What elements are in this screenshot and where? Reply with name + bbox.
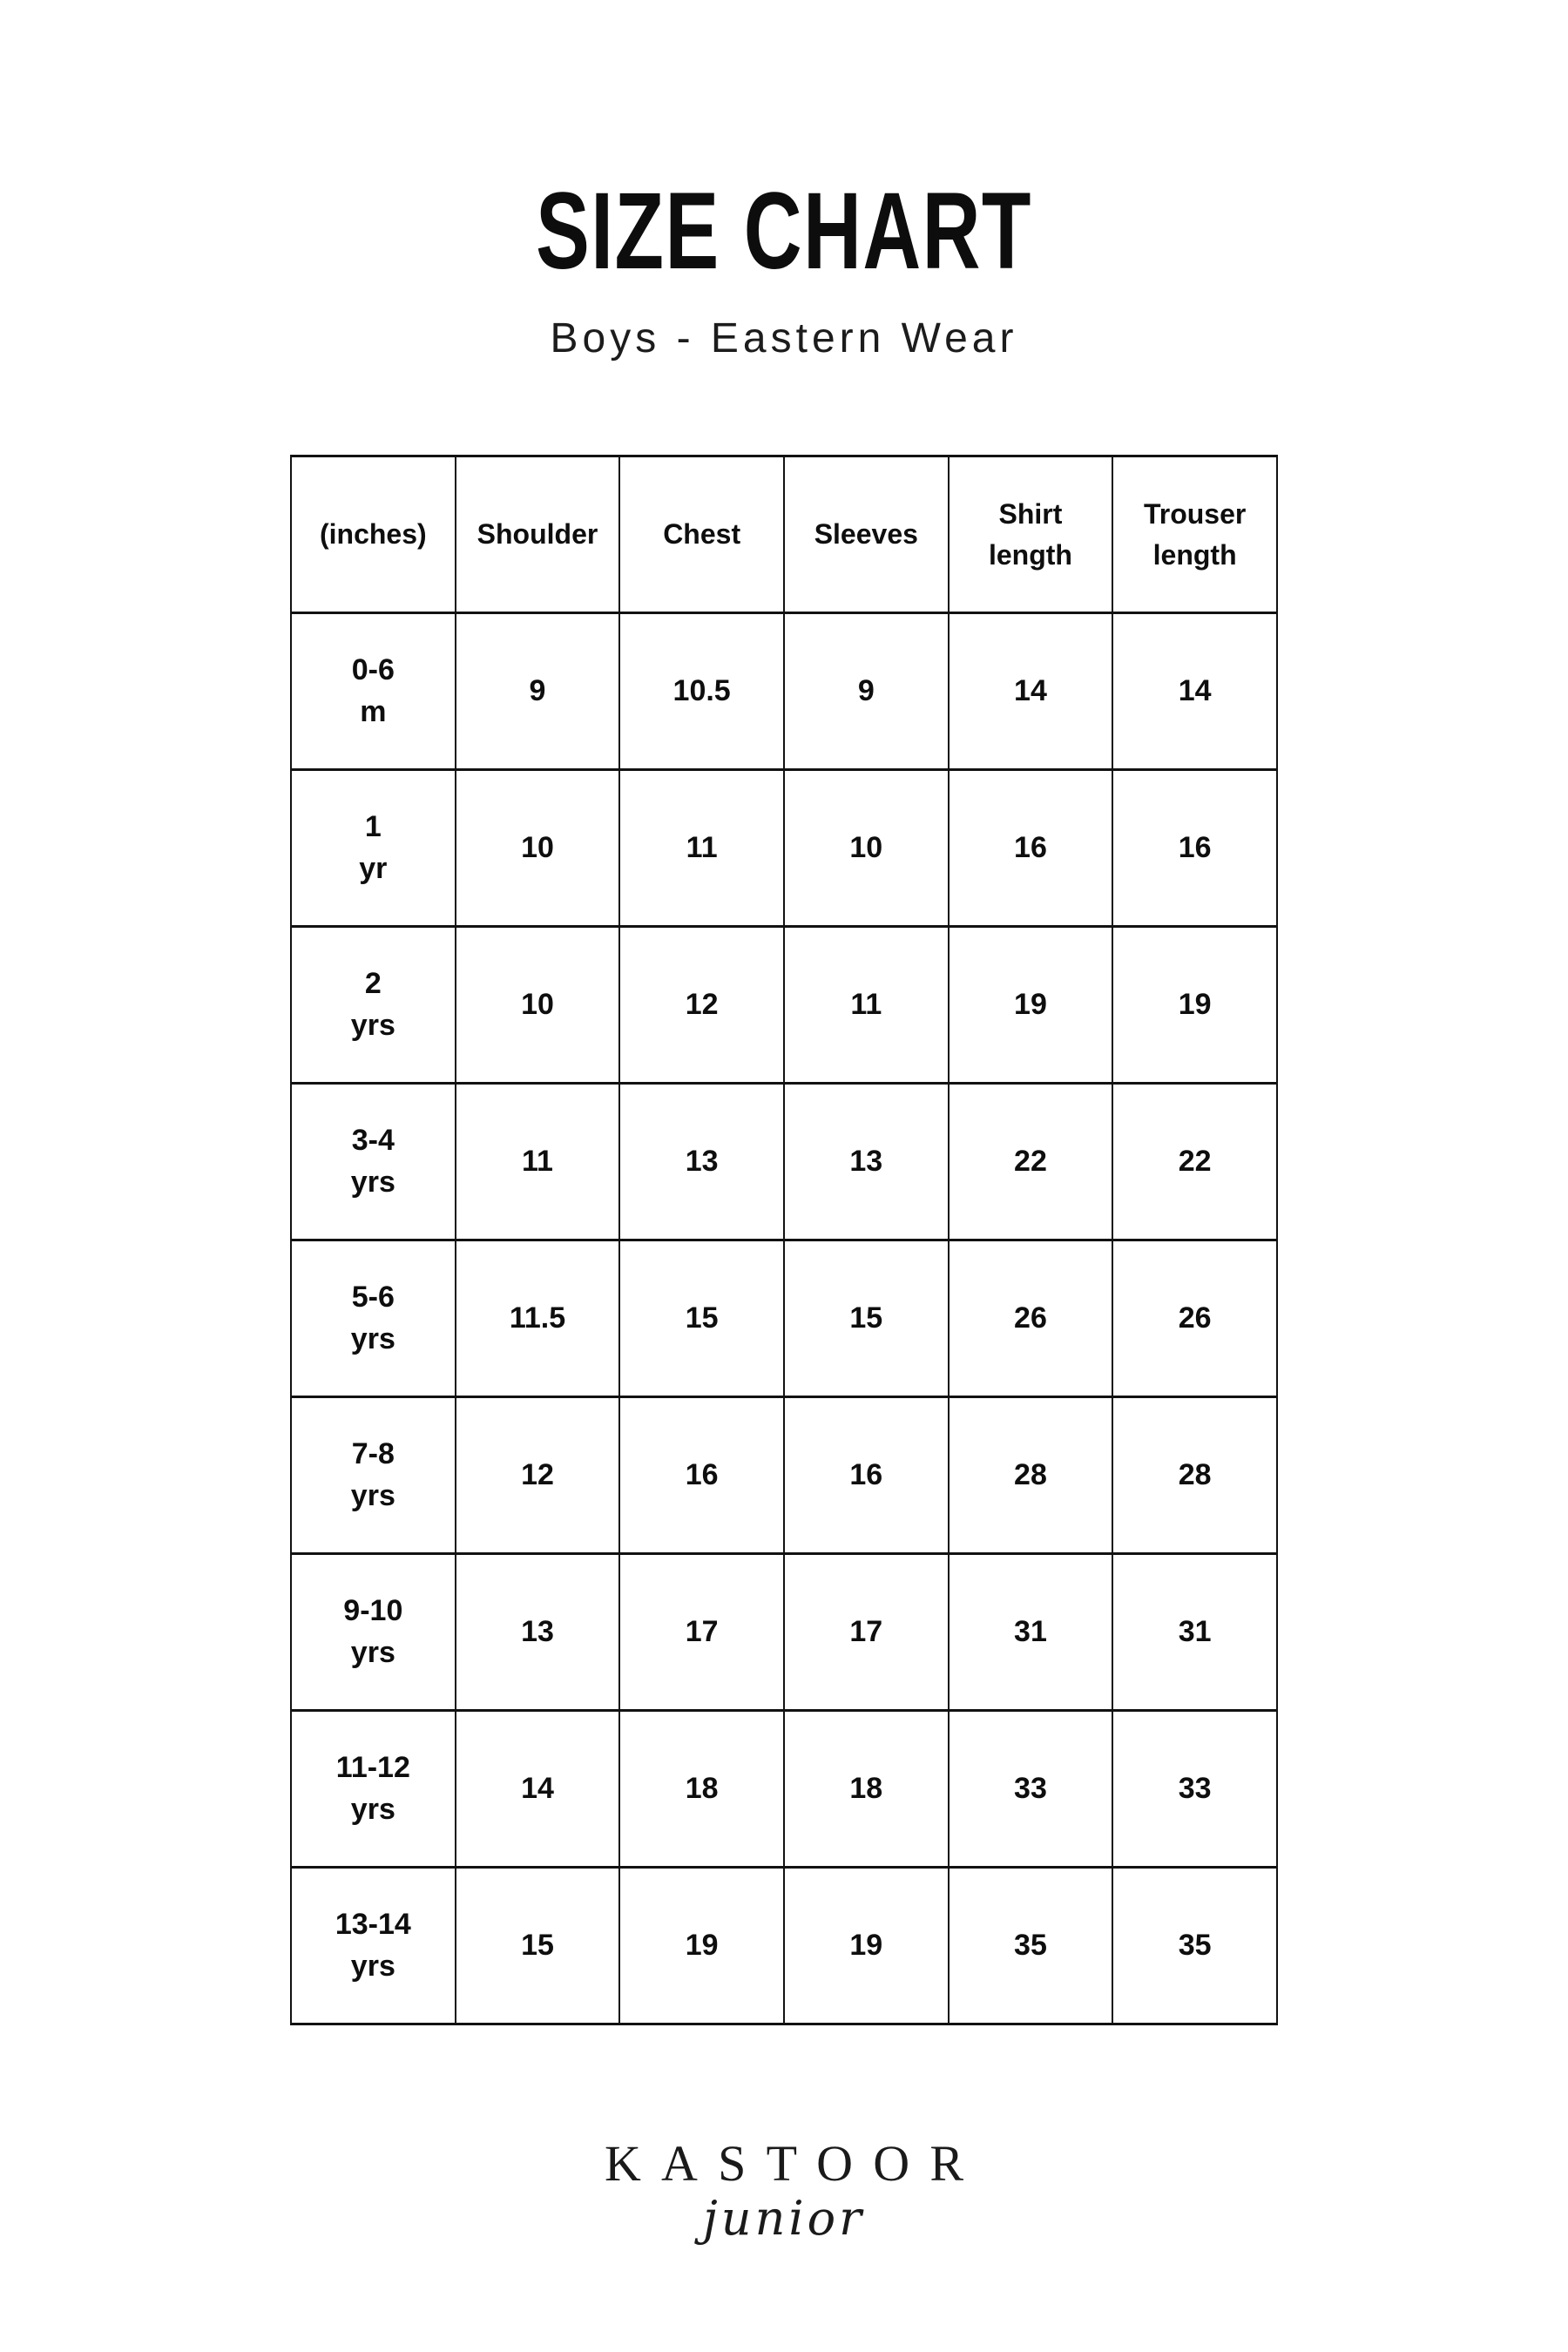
value-cell: 26 [949,1240,1113,1397]
value-cell: 15 [784,1240,949,1397]
value-cell: 22 [949,1084,1113,1240]
size-chart-table [290,455,1278,2025]
value-cell: 12 [619,927,784,1084]
value-cell: 10 [784,770,949,927]
value-cell: 10.5 [619,613,784,770]
value-cell: 17 [784,1554,949,1711]
row-age-unit: yrs [350,1165,395,1199]
value-cell: 10 [456,927,620,1084]
value-cell: 28 [1112,1397,1277,1554]
row-label-cell [291,1240,456,1397]
table-row [291,927,1277,1084]
value-cell: 16 [949,770,1113,927]
row-age-label: 7-8 [351,1436,395,1470]
value-cell: 11 [456,1084,620,1240]
table-row [291,1868,1277,2024]
value-cell: 31 [1112,1554,1277,1711]
brand-logo-subtext: junior [703,2191,865,2246]
value-cell: 31 [949,1554,1113,1711]
table-body [291,613,1277,2024]
row-age-label: 13-14 [335,1907,411,1941]
value-cell: 10 [456,770,620,927]
row-label-cell [291,927,456,1084]
value-cell: 18 [619,1711,784,1868]
value-cell: 11 [784,927,949,1084]
table-row [291,613,1277,770]
table-row [291,770,1277,927]
row-label-cell [291,1554,456,1711]
table-row [291,1554,1277,1711]
column-header-cell: Trouser length [1112,456,1277,613]
value-cell: 22 [1112,1084,1277,1240]
row-label-cell [291,770,456,927]
value-cell: 33 [949,1711,1113,1868]
value-cell: 13 [784,1084,949,1240]
value-cell: 33 [1112,1711,1277,1868]
value-cell: 16 [784,1397,949,1554]
row-age-label: 3-4 [351,1123,395,1157]
value-cell: 28 [949,1397,1113,1554]
value-cell: 19 [784,1868,949,2024]
row-age-unit: yrs [350,1478,395,1512]
column-header-cell: Shoulder [456,456,620,613]
value-cell: 9 [784,613,949,770]
row-label-cell [291,1397,456,1554]
row-age-unit: yrs [350,1008,395,1042]
table-row [291,1711,1277,1868]
table-row [291,1240,1277,1397]
row-age-label: 0-6 [351,652,395,686]
row-label-cell [291,613,456,770]
value-cell: 35 [1112,1868,1277,2024]
value-cell: 16 [619,1397,784,1554]
value-cell: 14 [456,1711,620,1868]
page-title: SIZE CHART [536,171,1032,292]
row-age-unit: yrs [350,1949,395,1983]
row-age-unit: yrs [350,1635,395,1669]
value-cell: 9 [456,613,620,770]
table-head [291,456,1277,613]
value-cell: 11.5 [456,1240,620,1397]
row-age-unit: yrs [350,1321,395,1355]
row-age-label: 5-6 [351,1280,395,1314]
unit-header-cell: (inches) [291,456,456,613]
value-cell: 11 [619,770,784,927]
row-age-unit: yrs [350,1792,395,1826]
value-cell: 12 [456,1397,620,1554]
row-age-label: 11-12 [335,1750,410,1784]
table-row [291,1397,1277,1554]
table-row [291,1084,1277,1240]
value-cell: 26 [1112,1240,1277,1397]
page-subtitle: Boys - Eastern Wear [550,315,1018,362]
value-cell: 35 [949,1868,1113,2024]
value-cell: 16 [1112,770,1277,927]
row-age-unit: yr [359,851,388,885]
row-age-unit: m [360,694,387,728]
value-cell: 13 [619,1084,784,1240]
column-header-cell: Shirt length [949,456,1113,613]
row-label-cell [291,1084,456,1240]
row-age-label: 9-10 [343,1593,403,1627]
value-cell: 19 [619,1868,784,2024]
value-cell: 17 [619,1554,784,1711]
row-age-label: 2 [364,966,382,1000]
brand-logo-text: KASTOOR [604,2135,984,2192]
header-row [291,456,1277,613]
row-label-cell [291,1711,456,1868]
value-cell: 15 [456,1868,620,2024]
value-cell: 19 [1112,927,1277,1084]
value-cell: 19 [949,927,1113,1084]
value-cell: 15 [619,1240,784,1397]
column-header-cell: Chest [619,456,784,613]
value-cell: 18 [784,1711,949,1868]
row-age-label: 1 [364,809,382,843]
value-cell: 14 [1112,613,1277,770]
value-cell: 13 [456,1554,620,1711]
value-cell: 14 [949,613,1113,770]
column-header-cell: Sleeves [784,456,949,613]
row-label-cell [291,1868,456,2024]
